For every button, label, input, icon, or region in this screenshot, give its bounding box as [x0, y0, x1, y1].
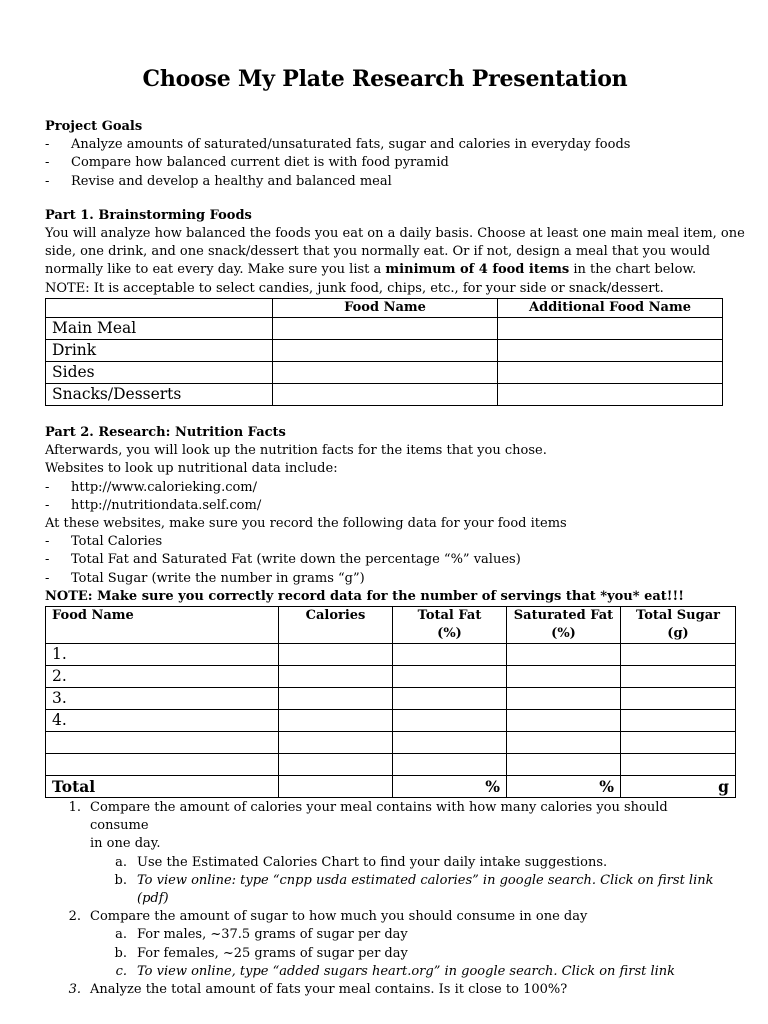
table-header: Additional Food Name	[498, 298, 723, 317]
total-row	[46, 776, 736, 798]
table-row	[46, 754, 736, 776]
data-item: - Total Calories	[45, 534, 163, 550]
fat-cell[interactable]	[393, 666, 507, 688]
fat-cell[interactable]	[393, 644, 507, 666]
food-name-cell[interactable]	[273, 362, 498, 384]
data-item: - Total Sugar (write the number in grams “g”)	[45, 570, 365, 586]
sat-fat-cell[interactable]	[507, 754, 621, 776]
total-fat-cell[interactable]: %	[393, 776, 507, 798]
total-label: Total	[46, 776, 279, 798]
sugar-cell[interactable]	[621, 688, 736, 710]
question-1a: a. Use the Estimated Calories Chart to find your daily intake suggestions.	[115, 854, 608, 870]
table-header	[46, 298, 273, 317]
table-row: Main Meal	[46, 318, 723, 340]
part1-text: normally like to eat every day. Make sure you list a minimum of 4 food items in the chart below.	[45, 262, 697, 278]
table-row: Drink	[46, 340, 723, 362]
table-header: Saturated Fat (%)	[507, 607, 621, 644]
table-row: 1.	[46, 644, 736, 666]
sugar-cell[interactable]	[621, 710, 736, 732]
sugar-cell[interactable]	[621, 732, 736, 754]
table-header: Total Fat (%)	[393, 607, 507, 644]
question-3: 3. Analyze the total amount of fats your meal contains. Is it close to 100%?	[68, 982, 568, 998]
sat-fat-cell[interactable]	[507, 644, 621, 666]
sugar-cell[interactable]	[621, 666, 736, 688]
part1-note: NOTE: It is acceptable to select candies, junk food, chips, etc., for your side or snack/dessert.	[45, 280, 664, 296]
sat-fat-cell[interactable]	[507, 688, 621, 710]
goal-item: - Analyze amounts of saturated/unsaturated fats, sugar and calories in everyday foods	[45, 137, 631, 153]
part2-text: At these websites, make sure you record the following data for your food items	[45, 516, 567, 532]
calories-cell[interactable]	[279, 754, 393, 776]
additional-food-cell[interactable]	[498, 318, 723, 340]
calories-cell[interactable]	[279, 688, 393, 710]
goal-item: - Compare how balanced current diet is with food pyramid	[45, 155, 449, 171]
sugar-cell[interactable]	[621, 754, 736, 776]
fat-cell[interactable]	[393, 754, 507, 776]
food-name-cell[interactable]	[273, 318, 498, 340]
table-row	[46, 732, 736, 754]
food-name-cell[interactable]	[273, 340, 498, 362]
question-1: 1. Compare the amount of calories your meal contains with how many calories you should consume	[68, 800, 668, 834]
question-1-cont: in one day.	[90, 836, 161, 852]
table-header: Total Sugar (g)	[621, 607, 736, 644]
table-header: Calories	[279, 607, 393, 644]
sat-fat-cell[interactable]	[507, 710, 621, 732]
goals-heading: Project Goals	[45, 119, 143, 134]
table-row: Snacks/Desserts	[46, 384, 723, 406]
question-2: 2. Compare the amount of sugar to how much you should consume in one day	[68, 909, 588, 925]
table-header: Food Name	[46, 607, 279, 644]
part1-text: side, one drink, and one snack/dessert that you normally eat. Or if not, design a meal that you would	[45, 244, 711, 260]
part1-text: You will analyze how balanced the foods you eat on a daily basis. Choose at least one main meal item, one	[45, 226, 745, 242]
question-2a: a. For males, ~37.5 grams of sugar per day	[115, 927, 408, 943]
additional-food-cell[interactable]	[498, 340, 723, 362]
part1-heading: Part 1. Brainstorming Foods	[45, 207, 252, 223]
question-1b: b. To view online: type “cnpp usda estimated calories” in google search. Click on first link (pdf)	[114, 872, 714, 907]
table-row: 4.	[46, 710, 736, 732]
question-2b: b. For females, ~25 grams of sugar per day	[114, 945, 408, 961]
part2-heading: Part 2. Research: Nutrition Facts	[45, 425, 286, 441]
data-item: - Total Fat and Saturated Fat (write down the percentage “%” values)	[45, 552, 521, 568]
website-link[interactable]: - http://nutritiondata.self.com/	[45, 497, 262, 513]
table-row: 2.	[46, 666, 736, 688]
additional-food-cell[interactable]	[498, 362, 723, 384]
calories-cell[interactable]	[279, 644, 393, 666]
table-row: Sides	[46, 362, 723, 384]
food-name-cell[interactable]	[273, 384, 498, 406]
part2-text: Websites to look up nutritional data include:	[45, 461, 338, 477]
part2-note: NOTE: Make sure you correctly record data for the number of servings that *you* eat!!!	[45, 588, 684, 604]
question-list	[45, 799, 725, 999]
sugar-cell[interactable]	[621, 644, 736, 666]
question-2c: c. To view online, type “added sugars heart.org” in google search. Click on first link	[115, 963, 676, 979]
goal-item: - Revise and develop a healthy and balanced meal	[45, 173, 392, 189]
part2-text: Afterwards, you will look up the nutrition facts for the items that you chose.	[45, 443, 547, 459]
fat-cell[interactable]	[393, 732, 507, 754]
page-title: Choose My Plate Research Presentation	[142, 66, 628, 92]
table-row: 3.	[46, 688, 736, 710]
calories-cell[interactable]	[279, 732, 393, 754]
fat-cell[interactable]	[393, 688, 507, 710]
calories-cell[interactable]	[279, 710, 393, 732]
sat-fat-cell[interactable]	[507, 666, 621, 688]
sat-fat-cell[interactable]	[507, 732, 621, 754]
total-calories-cell[interactable]	[279, 776, 393, 798]
nutrition-table	[45, 606, 736, 798]
table-header: Food Name	[273, 298, 498, 317]
fat-cell[interactable]	[393, 710, 507, 732]
calories-cell[interactable]	[279, 666, 393, 688]
total-sat-fat-cell[interactable]: %	[507, 776, 621, 798]
food-choice-table	[45, 298, 723, 406]
document-page	[45, 62, 745, 999]
additional-food-cell[interactable]	[498, 384, 723, 406]
total-sugar-cell[interactable]: g	[621, 776, 736, 798]
website-link[interactable]: - http://www.calorieking.com/	[45, 479, 258, 495]
